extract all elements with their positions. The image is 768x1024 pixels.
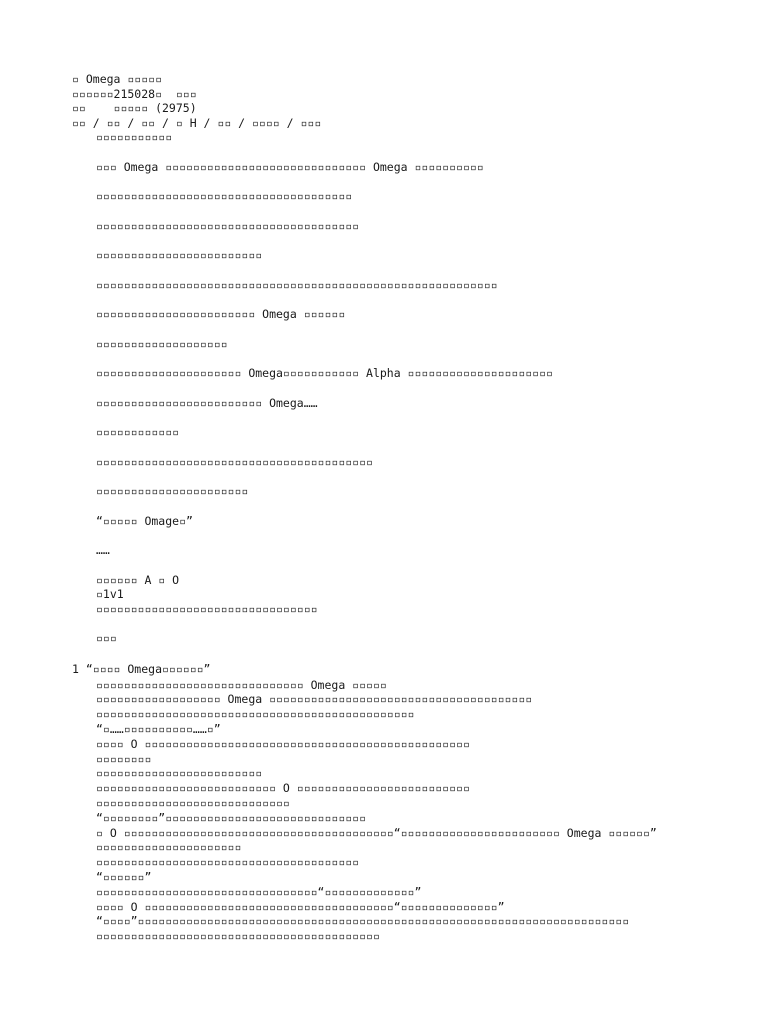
section-line: ▫▫▫▫ O ▫▫▫▫▫▫▫▫▫▫▫▫▫▫▫▫▫▫▫▫▫▫▫▫▫▫▫▫▫▫▫▫▫▫▫▫▫▫▫▫▫▫▫▫▫▫▫ [96, 736, 470, 751]
section-line: ▫▫▫▫▫▫▫▫▫▫▫▫▫▫▫▫▫▫▫▫▫▫▫▫▫▫▫▫ [96, 796, 290, 811]
quote-paragraph: “▫▫▫▫▫ Omage▫” [96, 513, 193, 528]
section-line: “▫▫▫▫▫▫▫▫”▫▫▫▫▫▫▫▫▫▫▫▫▫▫▫▫▫▫▫▫▫▫▫▫▫▫▫▫▫ [96, 810, 367, 825]
section-line: ▫▫▫▫▫▫▫▫▫▫▫▫▫▫▫▫▫▫▫▫▫▫▫▫▫▫▫▫▫▫▫▫▫▫▫▫▫▫ [96, 855, 360, 870]
section-line: ▫▫▫▫▫▫▫▫▫▫▫▫▫▫▫▫▫▫▫▫▫▫▫▫▫▫ O ▫▫▫▫▫▫▫▫▫▫▫▫▫▫▫▫▫▫▫▫▫▫▫▫▫ [96, 781, 470, 796]
paragraph: ▫▫▫▫▫▫▫▫▫▫▫▫ [96, 425, 180, 439]
ellipsis-paragraph: …… [96, 543, 110, 557]
breadcrumb: ▫▫ / ▫▫ / ▫▫ / ▫ H / ▫▫ / ▫▫▫▫ / ▫▫▫ [72, 115, 322, 130]
paragraph: ▫▫▫▫▫▫▫▫▫▫▫▫▫▫▫▫▫▫▫▫▫▫▫▫▫▫▫▫▫▫▫▫▫▫▫▫▫ [96, 189, 353, 203]
block-line: ▫1v1 [96, 587, 124, 602]
section-line: ▫▫▫▫▫▫▫▫▫▫▫▫▫▫▫▫▫▫▫▫▫▫▫▫▫▫▫▫▫▫▫▫“▫▫▫▫▫▫▫▫▫▫▫▫▫” [96, 884, 422, 899]
paragraph: ▫▫▫ Omega ▫▫▫▫▫▫▫▫▫▫▫▫▫▫▫▫▫▫▫▫▫▫▫▫▫▫▫▫▫ Omega ▫▫▫▫▫▫▫▫▫▫ [96, 159, 484, 174]
document-subtitle: ▫▫▫▫▫▫▫▫▫▫▫ [96, 130, 173, 144]
paragraph: ▫▫▫▫▫▫▫▫▫▫▫▫▫▫▫▫▫▫▫▫▫▫▫▫▫▫▫▫▫▫▫▫▫▫▫▫▫▫▫▫ [96, 454, 373, 469]
spacer [72, 617, 752, 632]
paragraph: ▫▫▫▫▫▫▫▫▫▫▫▫▫▫▫▫▫▫▫ [96, 336, 228, 351]
paragraph: ▫▫▫▫▫▫▫▫▫▫▫▫▫▫▫▫▫▫▫▫▫ Omega▫▫▫▫▫▫▫▫▫▫▫ Alpha ▫▫▫▫▫▫▫▫▫▫▫▫▫▫▫▫▫▫▫▫▫ [96, 366, 553, 380]
spacer [72, 646, 752, 661]
section-line: “▫▫▫▫”▫▫▫▫▫▫▫▫▫▫▫▫▫▫▫▫▫▫▫▫▫▫▫▫▫▫▫▫▫▫▫▫▫▫▫▫▫▫▫▫▫▫▫▫▫▫▫▫▫▫▫▫▫▫▫▫▫▫▫▫▫▫▫▫▫▫▫▫▫▫▫ [96, 914, 630, 929]
block-line: ▫▫▫▫▫▫▫▫▫▫▫▫▫▫▫▫▫▫▫▫▫▫▫▫▫▫▫▫▫▫▫▫ [96, 602, 318, 617]
section-line: ▫▫▫▫▫▫▫▫▫▫▫▫▫▫▫▫▫▫ Omega ▫▫▫▫▫▫▫▫▫▫▫▫▫▫▫▫▫▫▫▫▫▫▫▫▫▫▫▫▫▫▫▫▫▫▫▫▫▫ [96, 692, 533, 707]
section-line: ▫▫▫▫▫▫▫▫ [96, 751, 152, 766]
paragraph: ▫▫▫▫▫▫▫▫▫▫▫▫▫▫▫▫▫▫▫▫▫▫▫▫▫▫▫▫▫▫▫▫▫▫▫▫▫▫▫▫▫▫▫▫▫▫▫▫▫▫▫▫▫▫▫▫▫▫ [96, 277, 498, 292]
paragraph: ▫▫▫▫▫▫▫▫▫▫▫▫▫▫▫▫▫▫▫▫▫▫▫ Omega ▫▫▫▫▫▫ [96, 307, 346, 321]
paragraph: ▫▫▫▫▫▫▫▫▫▫▫▫▫▫▫▫▫▫▫▫▫▫▫▫▫▫▫▫▫▫▫▫▫▫▫▫▫▫ [96, 218, 360, 233]
section-line: “▫▫▫▫▫▫” [96, 870, 152, 885]
section-line: ▫▫▫▫▫▫▫▫▫▫▫▫▫▫▫▫▫▫▫▫▫▫▫▫▫▫▫▫▫▫ Omega ▫▫▫▫▫ [96, 677, 387, 692]
section-line: ▫▫▫▫▫▫▫▫▫▫▫▫▫▫▫▫▫▫▫▫▫ [96, 840, 242, 855]
document-meta: ▫▫▫▫▫▫215028▫ ▫▫▫ [72, 86, 197, 101]
document-title: ▫ Omega ▫▫▫▫▫ [72, 72, 163, 86]
document-page [72, 72, 752, 944]
paragraph: ▫▫▫▫▫▫▫▫▫▫▫▫▫▫▫▫▫▫▫▫▫▫ [96, 484, 249, 498]
block-line: ▫▫▫▫▫▫ A ▫ O [96, 572, 180, 587]
section-heading: 1 “▫▫▫▫ Omega▫▫▫▫▫▫” [72, 661, 211, 676]
paragraph: ▫▫▫▫▫▫▫▫▫▫▫▫▫▫▫▫▫▫▫▫▫▫▫▫ [96, 248, 263, 262]
section-line: ▫▫▫▫▫▫▫▫▫▫▫▫▫▫▫▫▫▫▫▫▫▫▫▫▫▫▫▫▫▫▫▫▫▫▫▫▫▫▫▫▫▫▫▫▫▫ [96, 707, 415, 722]
document-stats: ▫▫ ▫▫▫▫▫ (2975) [72, 101, 197, 115]
section-line: ▫ O ▫▫▫▫▫▫▫▫▫▫▫▫▫▫▫▫▫▫▫▫▫▫▫▫▫▫▫▫▫▫▫▫▫▫▫▫▫▫▫“▫▫▫▫▫▫▫▫▫▫▫▫▫▫▫▫▫▫▫▫▫▫▫ Omega ▫▫▫▫▫▫” [96, 825, 657, 840]
closing-line: ▫▫▫ [96, 631, 117, 646]
section-line: “▫……▫▫▫▫▫▫▫▫▫▫……▫” [96, 722, 221, 737]
section-line: ▫▫▫▫▫▫▫▫▫▫▫▫▫▫▫▫▫▫▫▫▫▫▫▫▫▫▫▫▫▫▫▫▫▫▫▫▫▫▫▫▫ [96, 929, 380, 944]
paragraph: ▫▫▫▫▫▫▫▫▫▫▫▫▫▫▫▫▫▫▫▫▫▫▫▫ Omega…… [96, 395, 318, 410]
section-line: ▫▫▫▫▫▫▫▫▫▫▫▫▫▫▫▫▫▫▫▫▫▫▫▫ [96, 766, 263, 781]
section-line: ▫▫▫▫ O ▫▫▫▫▫▫▫▫▫▫▫▫▫▫▫▫▫▫▫▫▫▫▫▫▫▫▫▫▫▫▫▫▫▫▫▫“▫▫▫▫▫▫▫▫▫▫▫▫▫▫” [96, 899, 505, 914]
